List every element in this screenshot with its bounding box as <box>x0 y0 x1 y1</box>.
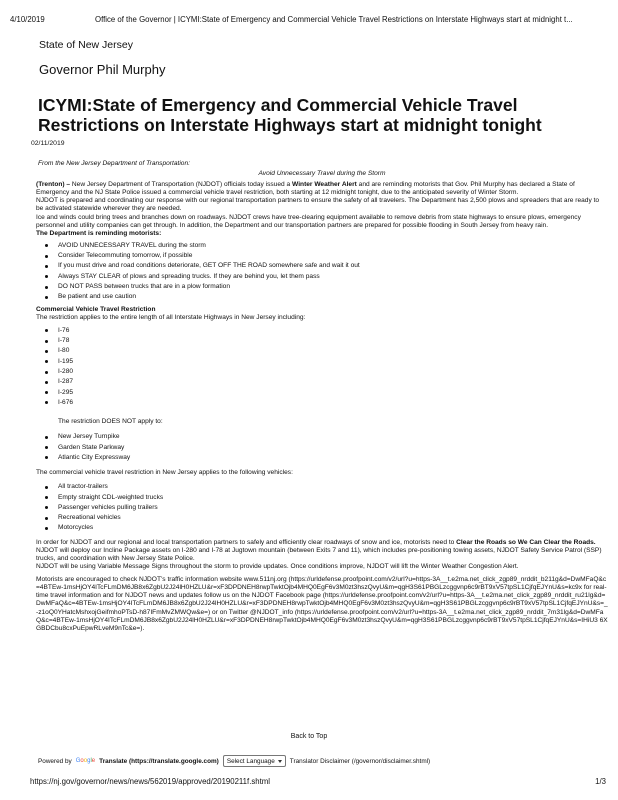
intro-text-1: New Jersey Department of Transportation (NJDOT) officials today issued a <box>70 181 293 189</box>
list-item: I-280 <box>36 367 608 377</box>
list-item: I-287 <box>36 377 608 387</box>
article-source: From the New Jersey Department of Transportation: <box>38 160 190 167</box>
list-item: New Jersey Turnpike <box>36 432 608 442</box>
governor-link[interactable]: Governor Phil Murphy <box>39 62 166 77</box>
list-item: Be patient and use caution <box>36 292 608 302</box>
vehicles-intro: The commercial vehicle travel restriction in New Jersey applies to the following vehicles: <box>36 469 293 477</box>
list-item: Consider Telecommuting tomorrow, if possible <box>36 251 608 261</box>
list-item: AVOID UNNECESSARY TRAVEL during the storm <box>36 241 608 251</box>
list-item: If you must drive and road conditions deteriorate, GET OFF THE ROAD somewhere safe and wait it out <box>36 261 608 271</box>
language-select-value: Select Language <box>226 757 275 765</box>
print-page-title: Office of the Governor | ICYMI:State of Emergency and Commercial Vehicle Travel Restrictions on Interstate Highways start at midnight t... <box>95 15 573 24</box>
translator-disclaimer-link[interactable]: Translator Disclaimer (/governor/disclaimer.shtml) <box>289 757 431 765</box>
not-apply-list <box>36 432 608 463</box>
list-item: Atlantic City Expressway <box>36 453 608 463</box>
translate-bar <box>38 755 430 767</box>
clear-the-roads: Clear the Roads so We Can Clear the Roads. <box>456 538 596 546</box>
intro-text-2: and are reminding motorists that Gov. Phil Murphy has declared a State of Emergency and the NJ State Police issued a commercial vehicle travel restriction, both starting at 12 midnight tonight, due to the anticipated severity of Winter Storm. <box>36 181 575 197</box>
translate-link[interactable]: Translate (https://translate.google.com) <box>99 757 219 765</box>
interstates-list <box>36 326 608 408</box>
list-item: I-195 <box>36 357 608 367</box>
article-body <box>36 160 608 633</box>
incline-paragraph: NJDOT will deploy our Incline Package assets on I-280 and I-78 at Jugtown mountain (between Exits 7 and 11), which includes pre-positioning towing assets, NJDOT Safety Service Patrol (SSP) trucks, and coordination with New Jersey State Police. <box>36 546 602 562</box>
vehicles-list <box>36 482 608 533</box>
list-item: I-295 <box>36 388 608 398</box>
reminders-list <box>36 241 608 303</box>
language-select[interactable] <box>223 755 286 767</box>
list-item: DO NOT PASS between trucks that are in a plow formation <box>36 282 608 292</box>
signs-paragraph: NJDOT will be using Variable Message Signs throughout the storm to provide updates. Once conditions improve, NJDOT will lift the Winter Weather Congestion Alert. <box>36 563 519 571</box>
state-link[interactable]: State of New Jersey <box>39 39 133 51</box>
prepared-paragraph: NJDOT is prepared and coordinating our response with our regional transportation partners to ensure the safety of all travelers. The Department has 2,500 plows and spreaders that are ready to be activated statewide wherever they are needed. <box>36 197 600 213</box>
list-item: I-78 <box>36 336 608 346</box>
back-to-top-link[interactable]: Back to Top <box>290 733 328 740</box>
list-item: Always STAY CLEAR of plows and spreading trucks. If they are behind you, let them pass <box>36 272 608 282</box>
article-date: 02/11/2019 <box>31 140 65 147</box>
not-apply-intro: The restriction DOES NOT apply to: <box>58 418 163 426</box>
list-item: All tractor-trailers <box>36 482 608 492</box>
list-item: Motorcycles <box>36 523 608 533</box>
list-item: Garden State Parkway <box>36 443 608 453</box>
list-item: I-676 <box>36 398 608 408</box>
list-item: Passenger vehicles pulling trailers <box>36 503 608 513</box>
order-text: In order for NJDOT and our regional and local transportation partners to safely and efficiently clear roadways of snow and ice, motorists need to <box>36 538 457 546</box>
print-date: 4/10/2019 <box>10 15 45 24</box>
intro-paragraph <box>36 181 608 197</box>
links-paragraph: Motorists are encouraged to check NJDOT’s traffic information website www.511nj.org (https://urldefense.proofpoint.com/v2/url?u=https-3A__t.e2ma.net_click_zgp89_nrddit_b211g&d=DwMFaQ&c=4BTEw-1msHjOY4ITcFLmDM6JB8x6ZgbU2J24lH0HZLU&r=xF3DPDNEH8rwpTwktOjb4MHQ0EgF6v3M0zt3hszQvyU&m=qgH3S61PBGLzcggvnp6c9rBT9xV57tpSL1CjfqEJYnU&s=kc9x for real-time travel information and for NJDOT news and updates follow us on the NJDOT Facebook page (https://urldefense.proofpoint.com/v2/url?u=https-3A__t.e2ma.net_click_zgp89_nrddit_ru21lg&d=DwMFaQ&c=4BTEw-1msHjOY4ITcFLmDM6JB8x6ZgbU2J24lH0HZLU&r=xF3DPDNEH8rwpTwktOjb4MHQ0EgF6v3M0zt3hszQvyU&m=qgH3S61PBGLzcggvnp6c9rBT9xV57tpSL1CjfqEJYnU&s=_-z1oQ0YHatcMshxojGeifmhoPTsD-h87IFmMvZMWQw&e=) or on Twitter @NJDOT_info (https://urldefense.proofpoint.com/v2/url?u=https-3A__t.e2ma.net_click_zgp89_nrddit_7m31lg&d=DwMFaQ&c=4BTEw-1msHjOY4ITcFLmDM6JB8x6ZgbU2J24lH0HZLU&r=xF3DPDNEH8rwpTwktOjb4MHQ0EgF6v3M0zt3hszQvyU&m=qgH3S61PBGLzcggvnp6c9rBT9xV57tpSL1CjfqEJYnU&s=IHiU3 6XGBDCbu8cxPuEpwRLveM9nTc&e=). <box>36 576 608 632</box>
chevron-down-icon <box>278 760 282 763</box>
order-paragraph <box>36 539 608 547</box>
google-logo: Google <box>75 758 96 764</box>
restriction-heading: Commercial Vehicle Travel Restriction <box>36 305 156 313</box>
winter-weather-alert: Winter Weather Alert <box>292 181 357 189</box>
print-page-number: 1/3 <box>595 777 606 786</box>
article-headline: ICYMI:State of Emergency and Commercial Vehicle Travel Restrictions on Interstate Highways start at midnight tonight <box>38 95 542 135</box>
list-item: Empty straight CDL-weighted trucks <box>36 493 608 503</box>
list-item: I-80 <box>36 346 608 356</box>
dateline: (Trenton) – <box>36 181 71 189</box>
print-url: https://nj.gov/governor/news/news/562019/approved/20190211f.shtml <box>30 777 270 786</box>
reminding-heading: The Department is reminding motorists: <box>36 229 162 237</box>
article-subtitle: Avoid Unnecessary Travel during the Storm <box>258 170 386 178</box>
ice-paragraph: Ice and winds could bring trees and branches down on roadways. NJDOT crews have tree-clearing equipment available to remove debris from state highways to ensure plows, emergency personnel and utility companies can get through. In addition, the Department and our transportation partners are prepared for possible flooding in South Jersey from heavy rain. <box>36 213 581 229</box>
list-item: Recreational vehicles <box>36 513 608 523</box>
restriction-intro: The restriction applies to the entire length of all Interstate Highways in New Jersey including: <box>36 313 306 321</box>
powered-by-label: Powered by <box>38 757 72 765</box>
list-item: I-76 <box>36 326 608 336</box>
